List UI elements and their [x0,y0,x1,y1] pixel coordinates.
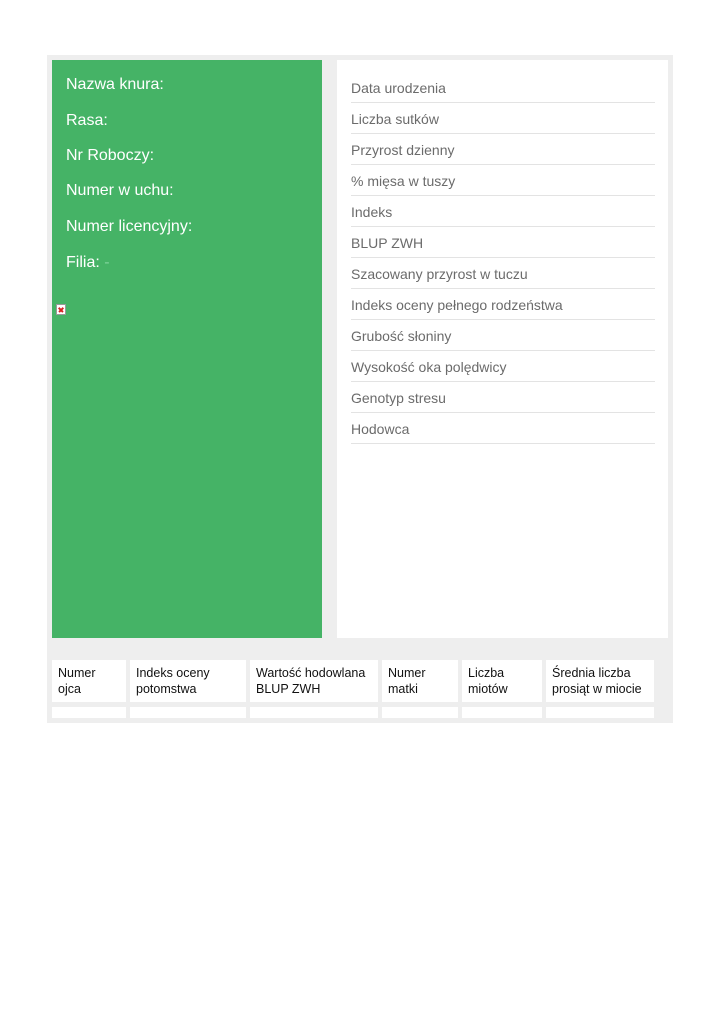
detail-row-meat-percent [351,165,655,196]
license-number-field [66,218,192,236]
detail-row-blup [351,227,655,258]
detail-row-stress-genotype [351,382,655,413]
detail-label: Data urodzenia [351,80,446,96]
detail-label: Szacowany przyrost w tuczu [351,266,528,282]
ear-number-field [66,182,174,200]
detail-label: Indeks oceny pełnego rodzeństwa [351,297,563,313]
breed-label: Rasa: [66,112,108,129]
boar-details-panel [337,60,668,638]
table-cell-dam-number [382,707,458,718]
license-number-label: Numer licencyjny: [66,218,193,235]
table-cell-progeny-index [130,707,246,718]
detail-label: Hodowca [351,421,410,437]
detail-label: Genotyp stresu [351,390,446,406]
detail-row-index [351,196,655,227]
detail-row-backfat [351,320,655,351]
working-number-label: Nr Roboczy: [66,147,155,164]
table-header-dam-number: Numer matki [382,660,458,702]
detail-label: Wysokość oka polędwicy [351,359,507,375]
branch-value: - [104,254,110,271]
boar-identity-panel [52,60,322,638]
detail-label: BLUP ZWH [351,235,424,251]
table-header-blup-value: Wartość hodowlana BLUP ZWH [250,660,378,702]
detail-row-birth-date [351,72,655,103]
breed-field [66,112,108,130]
detail-label: % mięsa w tuszy [351,173,456,189]
table-cell-sire-number [52,707,126,718]
table-cell-litter-count [462,707,542,718]
table-header-litter-count: Liczba miotów [462,660,542,702]
table-header-progeny-index: Indeks oceny potomstwa [130,660,246,702]
detail-row-teats [351,103,655,134]
boar-card-sheet [47,55,673,723]
working-number-field [66,147,154,165]
detail-label: Przyrost dzienny [351,142,455,158]
detail-label: Grubość słoniny [351,328,452,344]
detail-row-breeder [351,413,655,444]
table-cell-avg-piglets [546,707,654,718]
detail-row-daily-gain [351,134,655,165]
table-header-sire-number: Numer ojca [52,660,126,702]
boar-name-label: Nazwa knura: [66,76,164,93]
table-header-avg-piglets: Średnia liczba prosiąt w miocie [546,660,654,702]
broken-image-icon [56,304,66,315]
table-cell-blup-value [250,707,378,718]
branch-field [66,254,110,272]
boar-name-field [66,76,164,94]
detail-label: Indeks [351,204,393,220]
detail-row-loin-eye [351,351,655,382]
detail-row-estimated-gain [351,258,655,289]
ear-number-label: Numer w uchu: [66,182,174,199]
branch-label: Filia: [66,254,100,271]
detail-label: Liczba sutków [351,111,439,127]
detail-row-sibling-index [351,289,655,320]
